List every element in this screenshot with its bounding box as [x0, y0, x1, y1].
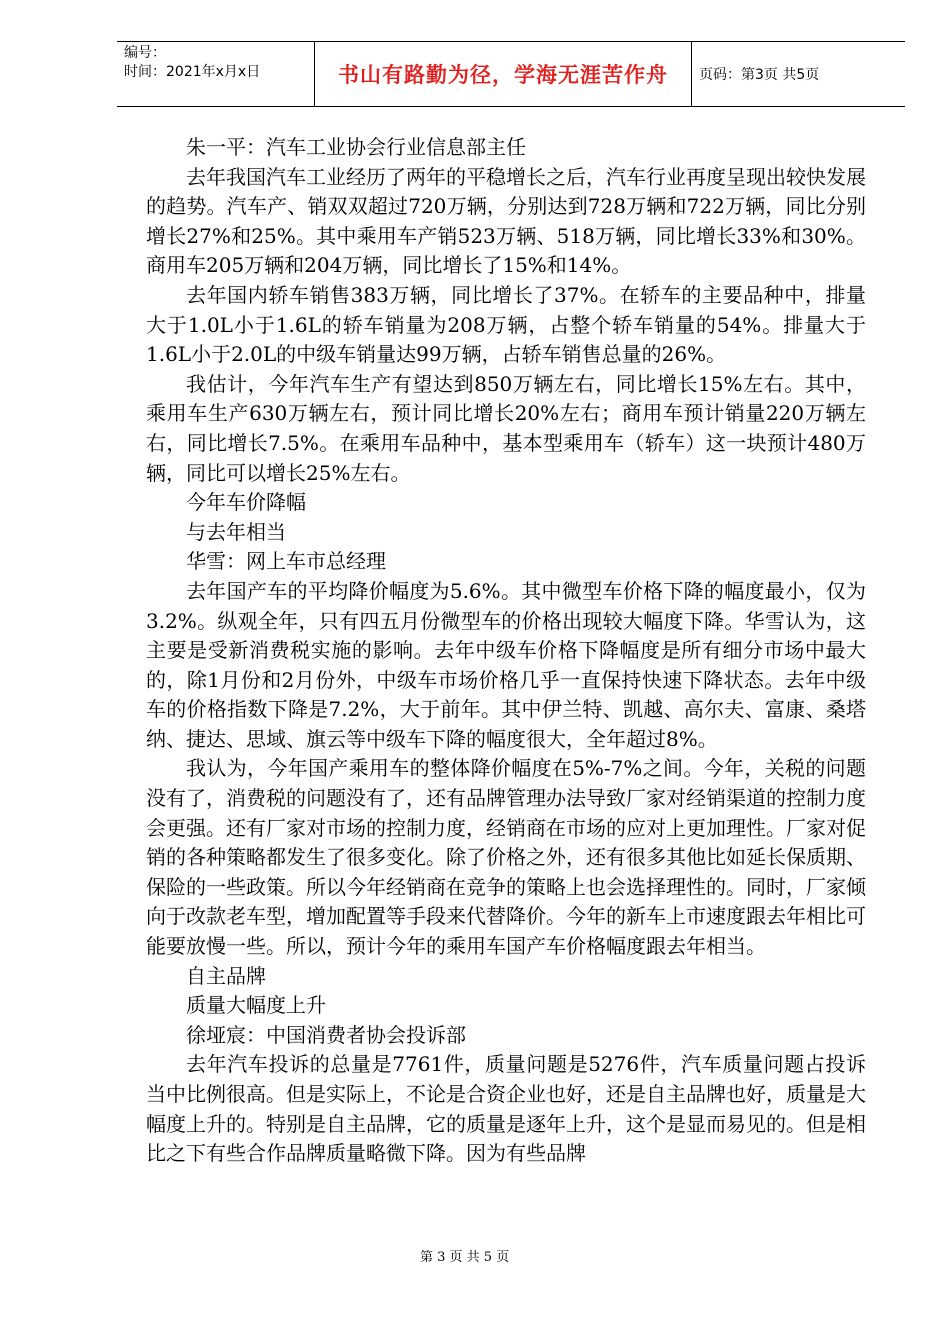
article-body [146, 133, 866, 1169]
header-meta-cell [117, 42, 315, 106]
body-paragraph: 我估计，今年汽车生产有望达到850万辆左右，同比增长15%左右。其中，乘用车生产630万辆左右，预计同比增长20%左右；商用车预计销量220万辆左右，同比增长7.5%。在乘用车品种中，基本型乘用车（轿车）这一块预计480万辆，同比可以增长25%左右。 [146, 371, 866, 485]
body-paragraph: 我认为，今年国产乘用车的整体降价幅度在5%-7%之间。今年，关税的问题没有了，消费税的问题没有了，还有品牌管理办法导致厂家对经销渠道的控制力度会更强。还有厂家对市场的控制力度，经销商在市场的应对上更加理性。厂家对促销的各种策略都发生了很多变化。除了价格之外，还有很多其他比如延长保质期、保险的一些政策。所以今年经销商在竞争的策略上也会选择理性的。同时，厂家倾向于改款老车型，增加配置等手段来代替降价。今年的新车上市速度跟去年相比可能要放慢一些。所以，预计今年的乘用车国产车价格幅度跟去年相当。 [146, 756, 866, 959]
author-line: 华雪：网上车市总经理 [186, 549, 386, 574]
body-paragraph: 去年国产车的平均降价幅度为5.6%。其中微型车价格下降的幅度最小，仅为3.2%。纵观全年，只有四五月份微型车的价格出现较大幅度下降。华雪认为，这主要是受新消费税实施的影响。去年中级车价格下降幅度是所有细分市场中最大的，除1月份和2月份外，中级车市场价格几乎一直保持快速下降状态。去年中级车的价格指数下降是7.2%，大于前年。其中伊兰特、凯越、高尔夫、富康、桑塔纳、捷达、思域、旗云等中级车下降的幅度很大，全年超过8%。 [146, 578, 866, 751]
section-heading: 自主品牌 [186, 963, 266, 988]
body-paragraph: 去年汽车投诉的总量是7761件，质量问题是5276件，汽车质量问题占投诉当中比例很高。但是实际上，不论是合资企业也好，还是自主品牌也好，质量是大幅度上升的。特别是自主品牌，它的质量是逐年上升，这个是显而易见的。但是相比之下有些合作品牌质量略微下降。因为有些品牌 [146, 1052, 866, 1166]
body-paragraph: 去年我国汽车工业经历了两年的平稳增长之后，汽车行业再度呈现出较快发展的趋势。汽车产、销双双超过720万辆，分别达到728万辆和722万辆，同比分别增长27%和25%。其中乘用车产销523万辆、518万辆，同比增长33%和30%。商用车205万辆和204万辆，同比增长了15%和14%。 [146, 164, 866, 278]
section-subheading: 与去年相当 [186, 519, 286, 544]
section-subheading: 质量大幅度上升 [186, 993, 326, 1018]
author-line: 朱一平：汽车工业协会行业信息部主任 [186, 135, 526, 159]
page-header [117, 41, 905, 107]
page-footer [0, 1246, 950, 1265]
footer-page-number: 第 3 页 共 5 页 [420, 1250, 510, 1265]
body-paragraph: 去年国内轿车销售383万辆，同比增长了37%。在轿车的主要品种中，排量大于1.0L小于1.6L的轿车销量为208万辆，占整个轿车销量的54%。排量大于1.6L小于2.0L的中级车销量达99万辆，占轿车销售总量的26%。 [146, 282, 866, 367]
header-page-cell [692, 42, 905, 106]
author-line: 徐垭宸：中国消费者协会投诉部 [186, 1022, 466, 1047]
section-heading: 今年车价降幅 [186, 490, 306, 515]
header-motto-cell [315, 42, 692, 106]
document-number-label: 编号： [124, 45, 166, 61]
header-page-label: 页码：第3页 共5页 [699, 67, 820, 83]
document-time-label: 时间：2021年x月x日 [124, 64, 261, 80]
header-motto: 书山有路勤为径，学海无涯苦作舟 [338, 63, 668, 87]
